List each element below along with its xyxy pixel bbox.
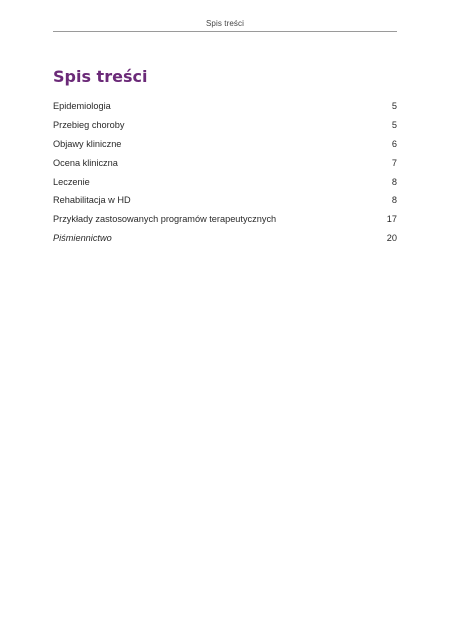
toc-entry-label: Przebieg choroby: [53, 119, 125, 130]
toc-entry-label: Piśmiennictwo: [53, 233, 112, 244]
toc-entry-page: 8: [391, 195, 397, 206]
toc-entry-objawy-kliniczne[interactable]: [53, 139, 397, 158]
toc-entry-label: Rehabilitacja w HD: [53, 195, 131, 206]
running-header: Spis treści: [206, 19, 244, 28]
toc-entry-ocena-kliniczna[interactable]: [53, 158, 397, 177]
toc-entry-page: 20: [386, 233, 397, 244]
toc-entry-page: 8: [391, 176, 397, 187]
toc-entry-label: Objawy kliniczne: [53, 138, 122, 149]
toc-entry-label: Epidemiologia: [53, 101, 111, 111]
toc-entry-page: 17: [386, 214, 397, 225]
header-rule: [53, 31, 397, 32]
toc-entry-page: 7: [391, 157, 397, 168]
toc-entry-pismiennictwo[interactable]: [53, 233, 397, 252]
toc-entry-rehabilitacja[interactable]: [53, 195, 397, 214]
toc-entry-page: 6: [391, 138, 397, 149]
toc-entry-page: 5: [391, 119, 397, 130]
page-title: Spis treści: [53, 67, 148, 86]
toc-entry-przyklady-programow[interactable]: [53, 214, 397, 233]
toc-entry-label: Leczenie: [53, 176, 90, 187]
toc-entry-epidemiologia[interactable]: [53, 101, 397, 120]
toc-entry-leczenie[interactable]: [53, 177, 397, 196]
toc-entry-page: 5: [391, 101, 397, 111]
toc-entry-label: Przykłady zastosowanych programów terapeutycznych: [53, 214, 277, 225]
toc-entry-przebieg-choroby[interactable]: [53, 120, 397, 139]
table-of-contents: [53, 101, 397, 252]
toc-entry-label: Ocena kliniczna: [53, 157, 118, 168]
